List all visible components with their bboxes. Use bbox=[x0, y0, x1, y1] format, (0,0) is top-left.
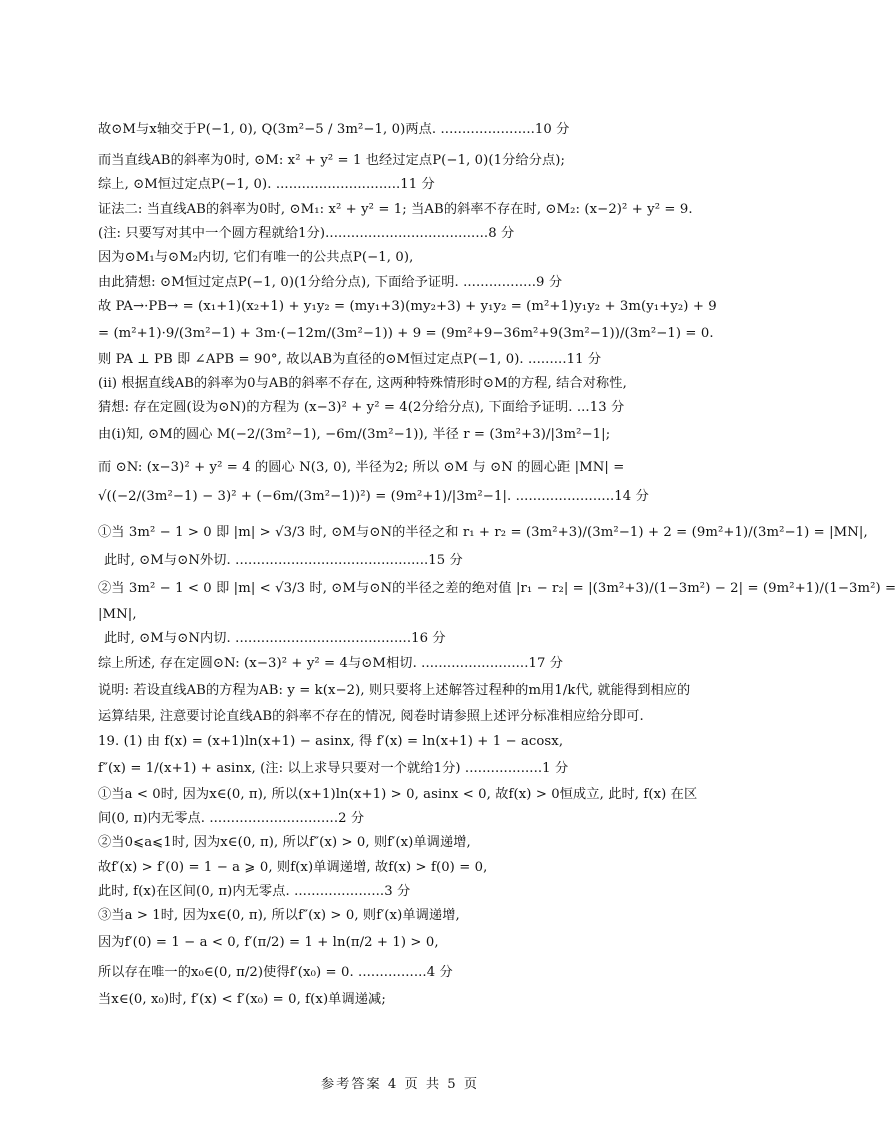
text-line: |MN|, bbox=[98, 607, 137, 622]
text-line: 间(0, π)内无零点. ..............................2 分 bbox=[98, 811, 365, 826]
text-line: 故f′(x) > f′(0) = 1 − a ⩾ 0, 则f(x)单调递增, 故f(x) > f(0) = 0, bbox=[98, 860, 488, 875]
text-line: 则 PA ⊥ PB 即 ∠APB = 90°, 故以AB为直径的⊙M恒过定点P(−1, 0). .........11 分 bbox=[98, 352, 602, 367]
text-line: 证法二: 当直线AB的斜率为0时, ⊙M₁: x² + y² = 1; 当AB的斜率不存在时, ⊙M₂: (x−2)² + y² = 9. bbox=[98, 202, 693, 217]
text-line: 运算结果, 注意要讨论直线AB的斜率不存在的情况, 阅卷时请参照上述评分标准相应给分即可. bbox=[98, 709, 644, 724]
text-line: ①当 3m² − 1 > 0 即 |m| > √3/3 时, ⊙M与⊙N的半径之和 r₁ + r₂ = (3m²+3)/(3m²−1) + 2 = (9m²+1)/(3m²−1) = |MN|, bbox=[98, 525, 868, 540]
text-line: (注: 只要写对其中一个圆方程就给1分)......................................8 分 bbox=[98, 226, 515, 241]
text-line: 而当直线AB的斜率为0时, ⊙M: x² + y² = 1 也经过定点P(−1, 0)(1分给分点); bbox=[98, 153, 566, 168]
text-line: 此时, f(x)在区间(0, π)内无零点. .....................3 分 bbox=[98, 884, 411, 899]
text-line: 由(i)知, ⊙M的圆心 M(−2/(3m²−1), −6m/(3m²−1)), 半径 r = (3m²+3)/|3m²−1|; bbox=[98, 427, 611, 442]
text-line: 19. (1) 由 f(x) = (x+1)ln(x+1) − asinx, 得 f′(x) = ln(x+1) + 1 − acosx, bbox=[98, 734, 564, 749]
text-line: 综上所述, 存在定圆⊙N: (x−3)² + y² = 4与⊙M相切. .........................17 分 bbox=[98, 656, 564, 671]
text-line: 所以存在唯一的x₀∈(0, π/2)使得f′(x₀) = 0. ................4 分 bbox=[98, 965, 453, 980]
text-line: (ii) 根据直线AB的斜率为0与AB的斜率不存在, 这两种特殊情形时⊙M的方程, 结合对称性, bbox=[98, 376, 627, 391]
text-line: 因为f′(0) = 1 − a < 0, f′(π/2) = 1 + ln(π/2 + 1) > 0, bbox=[98, 935, 439, 950]
text-line: ②当0⩽a⩽1时, 因为x∈(0, π), 所以f″(x) > 0, 则f′(x)单调递增, bbox=[98, 835, 471, 850]
text-line: √((−2/(3m²−1) − 3)² + (−6m/(3m²−1))²) = (9m²+1)/|3m²−1|. .......................14 分 bbox=[98, 489, 649, 504]
text-line: 当x∈(0, x₀)时, f′(x) < f′(x₀) = 0, f(x)单调递减; bbox=[98, 992, 386, 1007]
text-line: 故⊙M与x轴交于P(−1, 0), Q(3m²−5 / 3m²−1, 0)两点. ......................10 分 bbox=[98, 122, 570, 137]
text-line: 综上, ⊙M恒过定点P(−1, 0). .............................11 分 bbox=[98, 177, 435, 192]
text-line: ①当a < 0时, 因为x∈(0, π), 所以(x+1)ln(x+1) > 0, asinx < 0, 故f(x) > 0恒成立, 此时, f(x) 在区 bbox=[98, 787, 698, 802]
page-footer: 参考答案 4 页 共 5 页 bbox=[320, 1077, 480, 1092]
text-line: f″(x) = 1/(x+1) + asinx, (注: 以上求导只要对一个就给1分) ..................1 分 bbox=[98, 761, 569, 776]
text-line: ②当 3m² − 1 < 0 即 |m| < √3/3 时, ⊙M与⊙N的半径之差的绝对值 |r₁ − r₂| = |(3m²+3)/(1−3m²) − 2| = (9m²+1)/(1−3m²) = bbox=[98, 581, 896, 596]
text-line: 此时, ⊙M与⊙N内切. .........................................16 分 bbox=[104, 631, 446, 646]
text-line: 说明: 若设直线AB的方程为AB: y = k(x−2), 则只要将上述解答过程种的m用1/k代, 就能得到相应的 bbox=[98, 683, 691, 698]
text-line: 猜想: 存在定圆(设为⊙N)的方程为 (x−3)² + y² = 4(2分给分点), 下面给予证明. ...13 分 bbox=[98, 400, 625, 415]
text-line: 此时, ⊙M与⊙N外切. .............................................15 分 bbox=[104, 553, 463, 568]
text-line: 由此猜想: ⊙M恒过定点P(−1, 0)(1分给分点), 下面给予证明. .................9 分 bbox=[98, 275, 563, 290]
text-line: ③当a > 1时, 因为x∈(0, π), 所以f″(x) > 0, 则f′(x)单调递增, bbox=[98, 908, 460, 923]
text-line: 因为⊙M₁与⊙M₂内切, 它们有唯一的公共点P(−1, 0), bbox=[98, 250, 414, 265]
text-line: 而 ⊙N: (x−3)² + y² = 4 的圆心 N(3, 0), 半径为2; 所以 ⊙M 与 ⊙N 的圆心距 |MN| = bbox=[98, 460, 625, 475]
text-line: = (m²+1)·9/(3m²−1) + 3m·(−12m/(3m²−1)) + 9 = (9m²+9−36m²+9(3m²−1))/(3m²−1) = 0. bbox=[98, 326, 714, 341]
text-line: 故 PA→·PB→ = (x₁+1)(x₂+1) + y₁y₂ = (my₁+3)(my₂+3) + y₁y₂ = (m²+1)y₁y₂ + 3m(y₁+y₂) + 9 bbox=[98, 299, 717, 314]
